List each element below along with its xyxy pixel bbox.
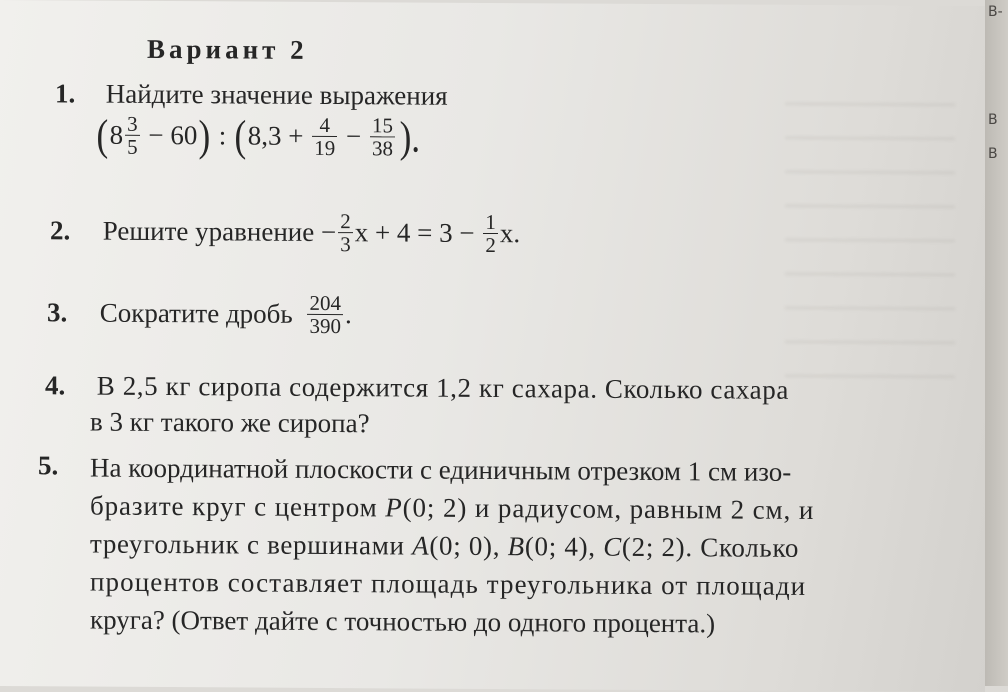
- problem-text: Сократите дробь: [99, 297, 293, 329]
- problem-line: На координатной плоскости с единичным отрезком 1 см изо-: [90, 452, 792, 487]
- problem-text: Решите уравнение: [102, 215, 315, 247]
- problem-2: 2. Решите уравнение − $\frac{2}{3}$ x + 4 = 3 − $\frac{1}{2}$ x.: [50, 209, 521, 258]
- edge-letter: В-: [988, 4, 1003, 20]
- next-page-edge: [985, 0, 1008, 686]
- problem-1: [55, 80, 448, 109]
- problem-number: 4.: [45, 370, 66, 401]
- problem-line: процентов составляет площадь треугольника от площади: [90, 566, 807, 601]
- fraction: $\frac{1}{2}$: [485, 209, 496, 258]
- edge-letter: В: [988, 112, 998, 128]
- problem-line: бразите круг с центром P(0; 2) и радиусом, равным 2 см, и: [90, 490, 815, 525]
- problem-number: 2.: [50, 215, 71, 246]
- fraction: $\frac{4}{19}$: [314, 112, 336, 161]
- problem-number: 1.: [55, 78, 76, 109]
- problem-4: [45, 372, 789, 404]
- fraction: $\frac{2}{3}$: [340, 209, 351, 257]
- problem-line: круга? (Ответ дайте с точностью до одного процента.): [90, 604, 716, 639]
- problem-3: 3. Сократите дробь $\frac{204}{390}$ .: [47, 290, 352, 339]
- problem-text: Найдите значение выражения: [105, 78, 448, 111]
- edge-letter: В: [988, 146, 998, 162]
- bleed-through-text: [785, 75, 955, 396]
- fraction: $\frac{3}{5}$: [127, 111, 138, 159]
- problem-line: в 3 кг такого же сиропа?: [90, 406, 370, 439]
- problem-line: треугольник с вершинами A(0; 0), B(0; 4), C(2; 2). Сколько: [90, 528, 800, 563]
- problem-number: 3.: [47, 297, 68, 328]
- fraction: $\frac{204}{390}$: [309, 290, 341, 339]
- fraction: $\frac{15}{38}$: [371, 113, 393, 161]
- problem-number: 5.: [38, 450, 59, 481]
- problem-line: В 2,5 кг сиропа содержится 1,2 кг сахара. Сколько сахара: [96, 370, 789, 405]
- variant-title: Вариант 2: [147, 33, 308, 65]
- problem-5: [38, 452, 90, 479]
- expression-1: (8 $\frac{3}{5}$ − 60) : (8,3 + $\frac{4}{19}$ − $\frac{15}{38}$ ).: [96, 110, 421, 162]
